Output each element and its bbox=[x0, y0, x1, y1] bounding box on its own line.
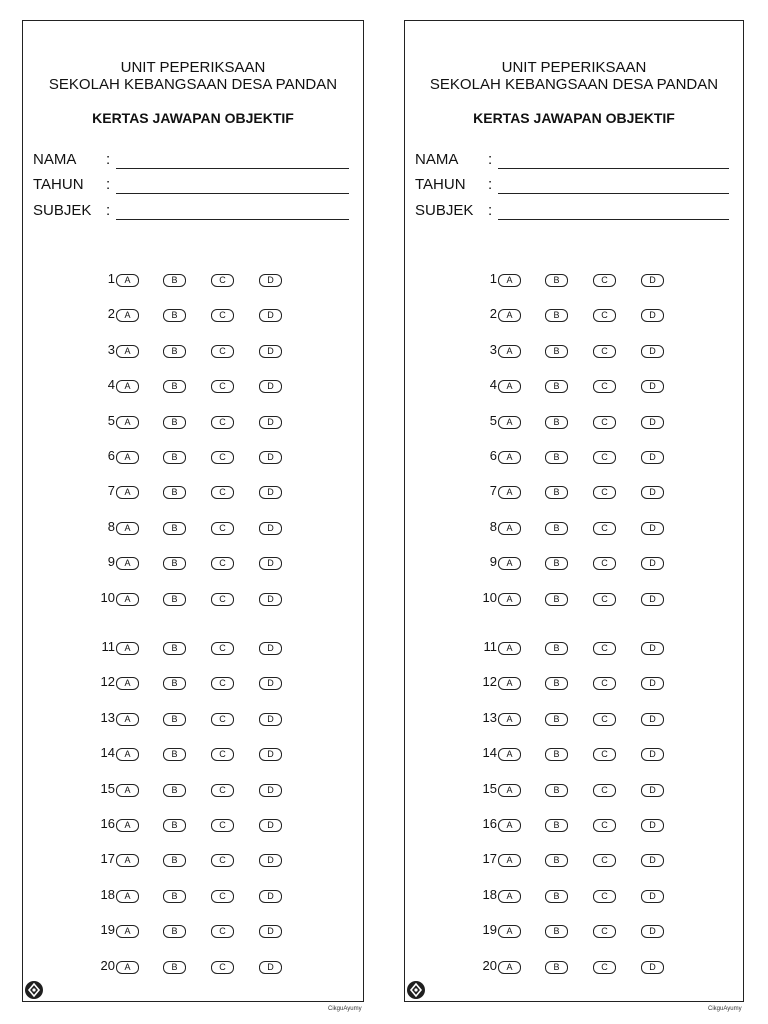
answer-bubble-d[interactable]: D bbox=[641, 557, 664, 570]
year-field[interactable] bbox=[415, 176, 729, 198]
question-row bbox=[405, 958, 743, 976]
answer-bubble-c[interactable]: C bbox=[211, 345, 234, 358]
school-name: SEKOLAH KEBANGSAAN DESA PANDAN bbox=[429, 76, 719, 93]
answer-bubble-b[interactable]: B bbox=[545, 380, 568, 393]
question-number: 8 bbox=[107, 518, 115, 534]
question-row bbox=[23, 710, 363, 728]
answer-bubble-d[interactable]: D bbox=[259, 713, 282, 726]
answer-bubble-c[interactable]: C bbox=[211, 890, 234, 903]
question-number: 14 bbox=[100, 745, 115, 761]
answer-bubble-a[interactable]: A bbox=[498, 819, 521, 832]
subject-blank-line[interactable] bbox=[498, 219, 729, 220]
question-row bbox=[23, 851, 363, 869]
answer-bubble-c[interactable]: C bbox=[593, 784, 616, 797]
answer-bubble-b[interactable]: B bbox=[545, 557, 568, 570]
answer-bubble-b[interactable]: B bbox=[545, 713, 568, 726]
answer-bubble-b[interactable]: B bbox=[163, 380, 186, 393]
answer-bubble-a[interactable]: A bbox=[116, 345, 139, 358]
answer-bubble-d[interactable]: D bbox=[259, 748, 282, 761]
answer-bubble-c[interactable]: C bbox=[211, 451, 234, 464]
colon: : bbox=[488, 151, 493, 168]
answer-bubble-d[interactable]: D bbox=[641, 309, 664, 322]
answer-bubble-c[interactable]: C bbox=[593, 345, 616, 358]
answer-bubble-b[interactable]: B bbox=[545, 925, 568, 938]
answer-bubble-b[interactable]: B bbox=[545, 486, 568, 499]
question-row bbox=[405, 816, 743, 834]
answer-bubble-d[interactable]: D bbox=[259, 819, 282, 832]
subject-field[interactable] bbox=[33, 202, 349, 224]
question-number: 12 bbox=[482, 674, 497, 690]
answer-bubble-d[interactable]: D bbox=[641, 642, 664, 655]
question-number: 2 bbox=[107, 306, 115, 322]
answer-bubble-b[interactable]: B bbox=[545, 748, 568, 761]
question-number: 11 bbox=[101, 639, 115, 654]
exam-unit-title: UNIT PEPERIKSAAN bbox=[120, 59, 266, 76]
question-number: 5 bbox=[107, 412, 115, 428]
answer-bubble-b[interactable]: B bbox=[163, 784, 186, 797]
answer-bubble-a[interactable]: A bbox=[498, 486, 521, 499]
answer-bubble-a[interactable]: A bbox=[498, 677, 521, 690]
question-row bbox=[23, 887, 363, 905]
answer-bubble-c[interactable]: C bbox=[211, 677, 234, 690]
answer-bubble-b[interactable]: B bbox=[163, 713, 186, 726]
question-row bbox=[23, 271, 363, 289]
answer-bubble-c[interactable]: C bbox=[211, 522, 234, 535]
answer-bubble-a[interactable]: A bbox=[116, 451, 139, 464]
question-row bbox=[405, 306, 743, 324]
answer-bubble-c[interactable]: C bbox=[211, 557, 234, 570]
question-number: 10 bbox=[482, 589, 497, 605]
question-number: 14 bbox=[482, 745, 497, 761]
year-blank-line[interactable] bbox=[116, 193, 349, 194]
answer-bubble-c[interactable]: C bbox=[593, 890, 616, 903]
question-number: 16 bbox=[100, 816, 115, 831]
school-name: SEKOLAH KEBANGSAAN DESA PANDAN bbox=[48, 76, 338, 93]
answer-bubble-d[interactable]: D bbox=[641, 925, 664, 938]
answer-bubble-b[interactable]: B bbox=[163, 557, 186, 570]
colon: : bbox=[106, 176, 111, 193]
question-number: 6 bbox=[107, 448, 115, 463]
answer-bubble-d[interactable]: D bbox=[259, 345, 282, 358]
question-row bbox=[405, 519, 743, 537]
question-number: 19 bbox=[482, 922, 497, 938]
answer-bubble-a[interactable]: A bbox=[498, 274, 521, 287]
question-number: 20 bbox=[100, 957, 115, 973]
answer-bubble-c[interactable]: C bbox=[211, 416, 234, 429]
question-number: 2 bbox=[489, 306, 497, 322]
answer-bubble-c[interactable]: C bbox=[593, 713, 616, 726]
answer-bubble-a[interactable]: A bbox=[116, 522, 139, 535]
answer-bubble-c[interactable]: C bbox=[593, 416, 616, 429]
name-label: NAMA bbox=[415, 151, 459, 168]
answer-bubble-d[interactable]: D bbox=[641, 380, 664, 393]
answer-bubble-c[interactable]: C bbox=[593, 854, 616, 867]
answer-bubble-a[interactable]: A bbox=[498, 784, 521, 797]
question-number: 20 bbox=[482, 957, 497, 973]
answer-bubble-b[interactable]: B bbox=[545, 309, 568, 322]
answer-bubble-b[interactable]: B bbox=[163, 486, 186, 499]
answer-bubble-c[interactable]: C bbox=[211, 748, 234, 761]
answer-bubble-a[interactable]: A bbox=[498, 890, 521, 903]
answer-bubble-d[interactable]: D bbox=[641, 345, 664, 358]
question-row bbox=[405, 710, 743, 728]
brand-logo-icon bbox=[25, 981, 43, 999]
answer-bubble-a[interactable]: A bbox=[116, 309, 139, 322]
answer-bubble-d[interactable]: D bbox=[641, 748, 664, 761]
answer-bubble-a[interactable]: A bbox=[116, 925, 139, 938]
answer-bubble-a[interactable]: A bbox=[498, 416, 521, 429]
question-row bbox=[23, 922, 363, 940]
answer-bubble-a[interactable]: A bbox=[498, 380, 521, 393]
answer-bubble-d[interactable]: D bbox=[641, 486, 664, 499]
answer-bubble-a[interactable]: A bbox=[498, 748, 521, 761]
question-row bbox=[23, 639, 363, 657]
answer-bubble-b[interactable]: B bbox=[545, 784, 568, 797]
year-blank-line[interactable] bbox=[498, 193, 729, 194]
question-number: 7 bbox=[489, 483, 497, 499]
question-row bbox=[23, 745, 363, 763]
answer-bubble-a[interactable]: A bbox=[116, 854, 139, 867]
answer-bubble-a[interactable]: A bbox=[116, 380, 139, 393]
answer-bubble-a[interactable]: A bbox=[116, 274, 139, 287]
name-field[interactable] bbox=[33, 151, 349, 173]
colon: : bbox=[488, 176, 493, 193]
question-row bbox=[23, 342, 363, 360]
answer-bubble-c[interactable]: C bbox=[211, 819, 234, 832]
answer-bubble-d[interactable]: D bbox=[259, 451, 282, 464]
answer-bubble-a[interactable]: A bbox=[116, 486, 139, 499]
answer-bubble-d[interactable]: D bbox=[259, 642, 282, 655]
answer-bubble-b[interactable]: B bbox=[163, 677, 186, 690]
answer-bubble-a[interactable]: A bbox=[498, 713, 521, 726]
answer-bubble-d[interactable]: D bbox=[641, 819, 664, 832]
question-row bbox=[405, 639, 743, 657]
answer-bubble-a[interactable]: A bbox=[116, 748, 139, 761]
answer-bubble-a[interactable]: A bbox=[116, 819, 139, 832]
question-number: 15 bbox=[482, 780, 497, 796]
answer-bubble-b[interactable]: B bbox=[163, 309, 186, 322]
answer-bubble-d[interactable]: D bbox=[259, 274, 282, 287]
answer-bubble-b[interactable]: B bbox=[163, 642, 186, 655]
answer-bubble-c[interactable]: C bbox=[593, 677, 616, 690]
answer-sheet-left bbox=[22, 20, 364, 1002]
question-row bbox=[405, 745, 743, 763]
answer-bubble-c[interactable]: C bbox=[593, 451, 616, 464]
question-number: 3 bbox=[107, 341, 115, 357]
answer-bubble-a[interactable]: A bbox=[116, 890, 139, 903]
answer-bubble-a[interactable]: A bbox=[116, 593, 139, 606]
answer-bubble-d[interactable]: D bbox=[259, 557, 282, 570]
brand-logo-icon bbox=[407, 981, 425, 999]
answer-bubble-c[interactable]: C bbox=[211, 486, 234, 499]
answer-bubble-d[interactable]: D bbox=[259, 416, 282, 429]
answer-bubble-b[interactable]: B bbox=[545, 642, 568, 655]
answer-bubble-c[interactable]: C bbox=[593, 819, 616, 832]
question-row bbox=[23, 483, 363, 501]
question-row bbox=[23, 816, 363, 834]
answer-bubble-c[interactable]: C bbox=[211, 713, 234, 726]
answer-bubble-c[interactable]: C bbox=[593, 486, 616, 499]
question-row bbox=[23, 554, 363, 572]
answer-bubble-a[interactable]: A bbox=[498, 309, 521, 322]
colon: : bbox=[106, 202, 111, 219]
answer-bubble-a[interactable]: A bbox=[498, 522, 521, 535]
answer-bubble-c[interactable]: C bbox=[211, 854, 234, 867]
question-row bbox=[23, 377, 363, 395]
answer-bubble-d[interactable]: D bbox=[641, 593, 664, 606]
answer-bubble-a[interactable]: A bbox=[116, 557, 139, 570]
answer-bubble-c[interactable]: C bbox=[211, 274, 234, 287]
question-number: 13 bbox=[100, 709, 115, 725]
answer-sheet-right bbox=[404, 20, 744, 1002]
answer-bubble-b[interactable]: B bbox=[545, 345, 568, 358]
year-label: TAHUN bbox=[33, 176, 84, 193]
question-number: 9 bbox=[107, 554, 115, 570]
answer-bubble-c[interactable]: C bbox=[593, 593, 616, 606]
answer-bubble-b[interactable]: B bbox=[163, 890, 186, 903]
subject-field[interactable] bbox=[415, 202, 729, 224]
question-number: 10 bbox=[100, 589, 115, 605]
question-number: 5 bbox=[489, 412, 497, 428]
answer-bubble-a[interactable]: A bbox=[498, 961, 521, 974]
answer-bubble-c[interactable]: C bbox=[593, 522, 616, 535]
answer-bubble-d[interactable]: D bbox=[641, 784, 664, 797]
answer-bubble-d[interactable]: D bbox=[641, 451, 664, 464]
answer-bubble-b[interactable]: B bbox=[163, 274, 186, 287]
question-number: 13 bbox=[482, 709, 497, 725]
subject-blank-line[interactable] bbox=[116, 219, 349, 220]
question-number: 19 bbox=[100, 922, 115, 938]
exam-unit-title: UNIT PEPERIKSAAN bbox=[501, 59, 647, 76]
answer-bubble-d[interactable]: D bbox=[641, 961, 664, 974]
answer-bubble-d[interactable]: D bbox=[259, 784, 282, 797]
answer-bubble-b[interactable]: B bbox=[163, 748, 186, 761]
answer-bubble-b[interactable]: B bbox=[163, 854, 186, 867]
question-row bbox=[405, 590, 743, 608]
author-credit: CikguAyumy bbox=[708, 1006, 742, 1012]
answer-bubble-d[interactable]: D bbox=[259, 677, 282, 690]
answer-bubble-a[interactable]: A bbox=[116, 416, 139, 429]
colon: : bbox=[488, 202, 493, 219]
answer-bubble-d[interactable]: D bbox=[641, 854, 664, 867]
answer-bubble-c[interactable]: C bbox=[211, 309, 234, 322]
answer-bubble-b[interactable]: B bbox=[163, 522, 186, 535]
answer-bubble-d[interactable]: D bbox=[259, 890, 282, 903]
answer-bubble-b[interactable]: B bbox=[545, 416, 568, 429]
answer-bubble-b[interactable]: B bbox=[163, 819, 186, 832]
answer-bubble-c[interactable]: C bbox=[593, 961, 616, 974]
name-blank-line[interactable] bbox=[498, 168, 729, 169]
answer-bubble-b[interactable]: B bbox=[545, 677, 568, 690]
year-label: TAHUN bbox=[415, 176, 466, 193]
answer-bubble-b[interactable]: B bbox=[163, 451, 186, 464]
answer-bubble-d[interactable]: D bbox=[641, 274, 664, 287]
question-row bbox=[23, 448, 363, 466]
answer-bubble-b[interactable]: B bbox=[545, 451, 568, 464]
question-row bbox=[23, 958, 363, 976]
answer-bubble-a[interactable]: A bbox=[498, 345, 521, 358]
question-number: 4 bbox=[489, 377, 497, 393]
answer-bubble-b[interactable]: B bbox=[163, 961, 186, 974]
question-row bbox=[23, 674, 363, 692]
answer-bubble-b[interactable]: B bbox=[163, 345, 186, 358]
question-number: 4 bbox=[107, 377, 115, 393]
answer-bubble-d[interactable]: D bbox=[641, 890, 664, 903]
question-number: 18 bbox=[482, 886, 497, 902]
answer-bubble-c[interactable]: C bbox=[593, 380, 616, 393]
name-field[interactable] bbox=[415, 151, 729, 173]
question-row bbox=[23, 590, 363, 608]
answer-bubble-b[interactable]: B bbox=[163, 416, 186, 429]
question-row bbox=[405, 483, 743, 501]
answer-bubble-a[interactable]: A bbox=[498, 593, 521, 606]
answer-bubble-b[interactable]: B bbox=[545, 522, 568, 535]
answer-bubble-c[interactable]: C bbox=[593, 748, 616, 761]
answer-bubble-d[interactable]: D bbox=[259, 522, 282, 535]
question-row bbox=[405, 342, 743, 360]
answer-bubble-a[interactable]: A bbox=[498, 451, 521, 464]
author-credit: CikguAyumy bbox=[328, 1006, 362, 1012]
answer-bubble-b[interactable]: B bbox=[545, 593, 568, 606]
answer-bubble-b[interactable]: B bbox=[163, 593, 186, 606]
question-number: 8 bbox=[489, 518, 497, 534]
question-row bbox=[23, 781, 363, 799]
question-number: 7 bbox=[107, 483, 115, 499]
subject-label: SUBJEK bbox=[33, 202, 92, 219]
answer-bubble-a[interactable]: A bbox=[116, 642, 139, 655]
answer-bubble-c[interactable]: C bbox=[593, 309, 616, 322]
answer-bubble-a[interactable]: A bbox=[116, 677, 139, 690]
answer-bubble-a[interactable]: A bbox=[498, 557, 521, 570]
answer-bubble-b[interactable]: B bbox=[545, 819, 568, 832]
answer-bubble-d[interactable]: D bbox=[259, 486, 282, 499]
question-row bbox=[405, 674, 743, 692]
question-row bbox=[405, 922, 743, 940]
question-number: 12 bbox=[100, 674, 115, 690]
question-row bbox=[405, 554, 743, 572]
answer-bubble-c[interactable]: C bbox=[593, 274, 616, 287]
answer-bubble-d[interactable]: D bbox=[259, 593, 282, 606]
question-number: 18 bbox=[100, 886, 115, 902]
answer-bubble-b[interactable]: B bbox=[545, 274, 568, 287]
question-number: 1 bbox=[107, 271, 115, 286]
answer-bubble-d[interactable]: D bbox=[259, 309, 282, 322]
answer-bubble-d[interactable]: D bbox=[259, 925, 282, 938]
answer-bubble-b[interactable]: B bbox=[163, 925, 186, 938]
question-row bbox=[405, 413, 743, 431]
answer-bubble-c[interactable]: C bbox=[211, 593, 234, 606]
answer-bubble-d[interactable]: D bbox=[641, 713, 664, 726]
answer-bubble-c[interactable]: C bbox=[593, 642, 616, 655]
question-number: 15 bbox=[100, 780, 115, 796]
answer-bubble-d[interactable]: D bbox=[259, 961, 282, 974]
question-row bbox=[405, 887, 743, 905]
question-number: 6 bbox=[489, 448, 497, 463]
question-number: 17 bbox=[482, 851, 497, 867]
question-row bbox=[405, 271, 743, 289]
question-row bbox=[23, 519, 363, 537]
answer-bubble-c[interactable]: C bbox=[211, 961, 234, 974]
answer-sheet-heading: KERTAS JAWAPAN OBJEKTIF bbox=[473, 110, 675, 126]
answer-sheet-heading: KERTAS JAWAPAN OBJEKTIF bbox=[92, 110, 294, 126]
answer-bubble-a[interactable]: A bbox=[116, 784, 139, 797]
answer-bubble-c[interactable]: C bbox=[593, 557, 616, 570]
question-row bbox=[405, 448, 743, 466]
question-row bbox=[405, 377, 743, 395]
name-label: NAMA bbox=[33, 151, 77, 168]
question-row bbox=[405, 851, 743, 869]
question-number: 11 bbox=[483, 639, 497, 654]
answer-bubble-b[interactable]: B bbox=[545, 854, 568, 867]
answer-bubble-c[interactable]: C bbox=[211, 784, 234, 797]
answer-bubble-c[interactable]: C bbox=[211, 925, 234, 938]
answer-bubble-d[interactable]: D bbox=[641, 416, 664, 429]
answer-bubble-a[interactable]: A bbox=[116, 713, 139, 726]
answer-bubble-a[interactable]: A bbox=[116, 961, 139, 974]
name-blank-line[interactable] bbox=[116, 168, 349, 169]
question-number: 3 bbox=[489, 341, 497, 357]
answer-bubble-b[interactable]: B bbox=[545, 961, 568, 974]
colon: : bbox=[106, 151, 111, 168]
answer-bubble-a[interactable]: A bbox=[498, 642, 521, 655]
answer-bubble-d[interactable]: D bbox=[641, 522, 664, 535]
question-row bbox=[405, 781, 743, 799]
answer-bubble-c[interactable]: C bbox=[593, 925, 616, 938]
subject-label: SUBJEK bbox=[415, 202, 474, 219]
answer-bubble-c[interactable]: C bbox=[211, 642, 234, 655]
answer-bubble-d[interactable]: D bbox=[259, 380, 282, 393]
answer-bubble-d[interactable]: D bbox=[259, 854, 282, 867]
answer-bubble-c[interactable]: C bbox=[211, 380, 234, 393]
question-number: 1 bbox=[489, 271, 497, 286]
question-number: 17 bbox=[100, 851, 115, 867]
answer-bubble-b[interactable]: B bbox=[545, 890, 568, 903]
question-number: 9 bbox=[489, 554, 497, 570]
answer-bubble-a[interactable]: A bbox=[498, 854, 521, 867]
year-field[interactable] bbox=[33, 176, 349, 198]
answer-bubble-d[interactable]: D bbox=[641, 677, 664, 690]
question-number: 16 bbox=[482, 816, 497, 831]
question-row bbox=[23, 306, 363, 324]
question-row bbox=[23, 413, 363, 431]
answer-bubble-a[interactable]: A bbox=[498, 925, 521, 938]
